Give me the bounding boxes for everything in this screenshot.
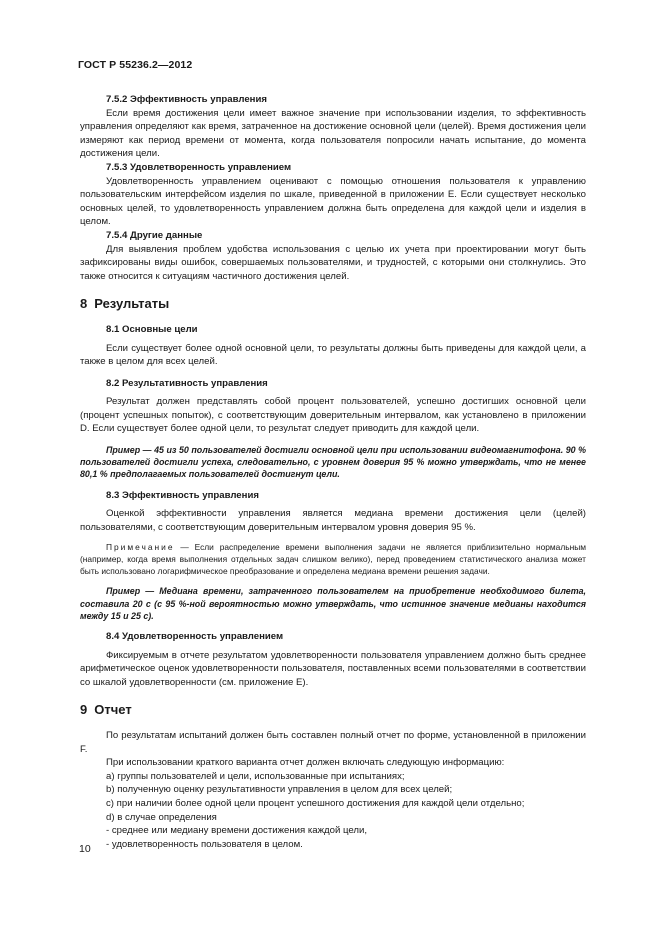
section-7-5-4-title: 7.5.4 Другие данные [106,229,203,241]
section-7-5-2-title: 7.5.2 Эффективность управления [106,94,267,105]
section-8-heading [80,297,586,311]
list-item: а) группы пользователей и цели, использованные при испытаниях; [106,770,405,782]
section-7-5-3-text: Удовлетворенность управлением оценивают с помощью отношения пользователя к управлению пользовательским интерфейсом изделия по шкале, приведенной в приложении Е. Если существует несколько основных целей, то удовлетворенность управлением должна быть определена для каждой цели и изделия в целом. [80,175,586,228]
section-8-4-text: Фиксируемым в отчете результатом удовлетворенности пользователя управлением должно быть среднее арифметическое оценок удовлетворенности пользователя, поставленных всеми пользователями в соответствии со шкалой удовлетворенности (см. приложение Е). [80,649,586,688]
section-8-4-title: 8.4 Удовлетворенность управлением [106,631,284,643]
section-9-heading [80,703,586,717]
section-8-1-title: 8.1 Основные цели [106,323,198,335]
section-8-2-title: 8.2 Результативность управления [106,377,268,389]
list-item: с) при наличии более одной цели процент успешного достижения для каждой цели отдельно; [106,798,525,809]
list-item: - среднее или медиану времени достижения каждой цели, [106,825,368,837]
section-9-paragraph-1: По результатам испытаний должен быть составлен полный отчет по форме, установленной в приложении F. [80,730,586,755]
section-9-number: 9 [80,702,88,718]
section-8-3-example: Пример — Медиана времени, затраченного пользователем на приобретение необходимого билета, составила 20 с (с 95 %-ной вероятностью можно утверждать, что истинное значение медианы находится между 15 и 25 с). [80,586,586,621]
section-8-title: Результаты [94,296,170,312]
section-8-number: 8 [80,296,88,312]
section-8-3-title: 8.3 Эффективность управления [106,489,259,501]
list-item: - удовлетворенность пользователя в целом. [106,838,303,850]
section-8-1-text: Если существует более одной основной цели, то результаты должны быть приведены для каждой цели, а также в целом для всех целей. [80,342,586,368]
section-9-paragraph-2: При использовании краткого варианта отчет должен включать следующую информацию: [106,757,505,769]
list-item: b) полученную оценку результативности управления в целом для всех целей; [106,784,453,796]
page-number: 10 [79,843,91,855]
section-9-title: Отчет [94,702,132,718]
section-8-3-note [80,541,586,577]
section-7-5-3-title: 7.5.3 Удовлетворенность управлением [106,161,292,173]
note-text: — Если распределение времени выполнения задачи не является приблизительно нормальным (например, когда время выполнения отдельных задач слишком велико), перед проведением статистического анализа может быть использовано логарифмическое преобразование и определена медиана времени решения задачи. [80,542,586,577]
section-8-3-text: Оценкой эффективности управления является медиана времени достижения цели (целей) пользователями, с соответствующим доверительным интервалом уровня доверия 95 %. [80,508,586,533]
list-item: d) в случае определения [106,811,217,823]
section-8-2-text: Результат должен представлять собой процент пользователей, успешно достигших основной цели (процент успешных попыток), с соответствующим доверительным интервалом, как установлено в приложении D. Если существует более одной цели, то результат следует приводить для каждой цели. [80,396,586,435]
section-8-2-example: Пример — 45 из 50 пользователей достигли основной цели при использовании видеомагнитофона. 90 % пользователей достигли успеха, следовательно, с уровнем доверия 95 % можно утверждать, что не менее 80,1 % предполагаемых пользователей достигнут цели. [80,445,586,480]
document-body [80,93,586,851]
section-7-5-4-text: Для выявления проблем удобства использования с целью их учета при проектировании могут быть зафиксированы виды ошибок, совершаемых пользователями, и трудностей, с которыми они столкнулись. Это также относится к ситуациям частичного достижения целей. [80,243,586,282]
section-7-5-2-text: Если время достижения цели имеет важное значение при использовании изделия, то эффективность управления определяют как время, затраченное на достижение основной цели (целей). Время достижения цели измеряют как период времени от момента, когда пользователя попросили начать испытание, до момента достижения цели. [80,107,586,160]
document-header: ГОСТ Р 55236.2—2012 [78,59,193,71]
note-label: Примечание [106,542,175,553]
